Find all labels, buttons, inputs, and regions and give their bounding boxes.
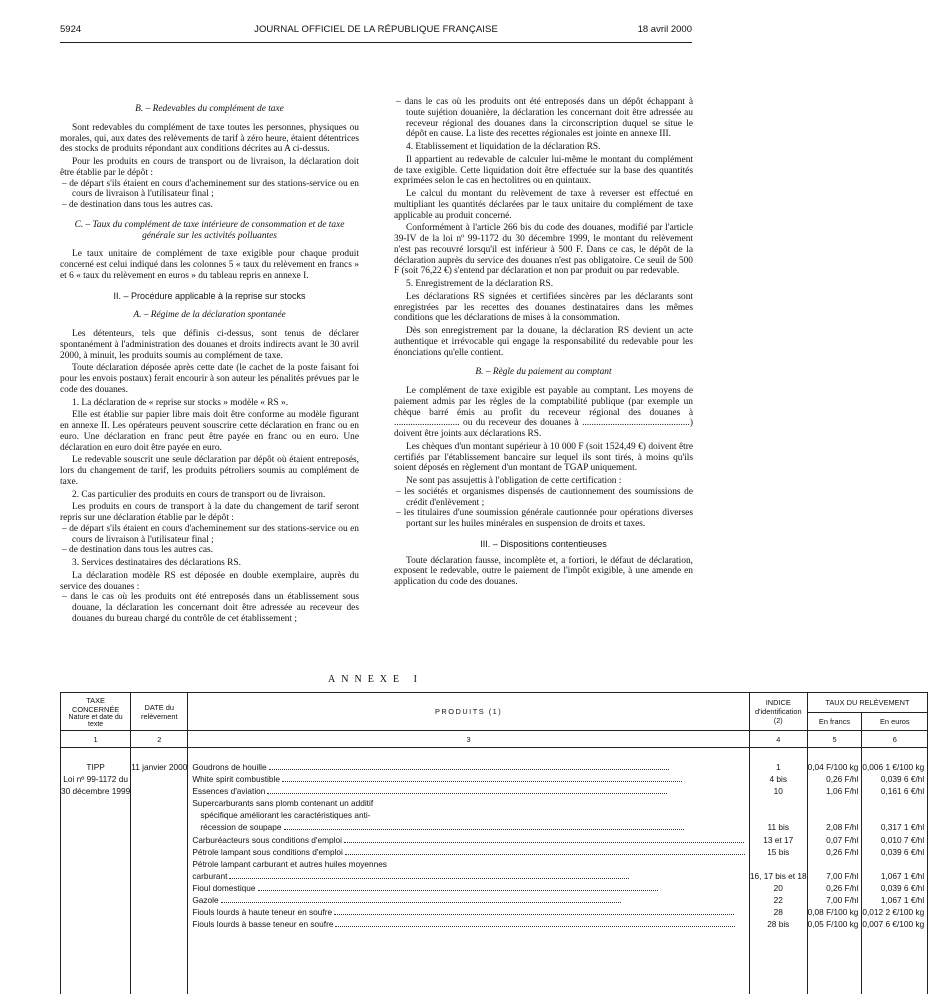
dot-leader — [221, 902, 621, 903]
spacer — [750, 809, 807, 821]
table-row — [61, 748, 928, 994]
section-heading: A. – Régime de la déclaration spontanée — [133, 310, 286, 321]
paragraph: 2. Cas particulier des produits en cours de transport ou de livraison. — [72, 489, 326, 500]
produit-text: carburant — [192, 870, 228, 881]
annexe-title: ANNEXE I — [328, 674, 423, 685]
produit-text: Fioul domestique — [192, 882, 256, 893]
journal-title: JOURNAL OFFICIEL DE LA RÉPUBLIQUE FRANÇAISE — [254, 24, 498, 35]
taxe-line: Loi nº 99-1172 du — [63, 774, 128, 785]
produit-label — [192, 918, 745, 930]
left-column — [60, 95, 359, 625]
th-taux: TAUX DU RELÈVEMENT — [807, 693, 928, 713]
page-number: 5924 — [60, 24, 82, 35]
taxe-cell — [61, 748, 131, 994]
indice-value: 28 bis — [767, 919, 790, 930]
th-taxe-label: TAXE CONCERNÉE — [71, 695, 120, 714]
spacer — [808, 858, 859, 870]
spacer — [862, 797, 924, 809]
euros-value: 0,039 6 €/hl — [880, 774, 925, 785]
produit-text: Pétrole lampant sous conditions d'emploi — [192, 846, 343, 857]
francs-value: 0,07 F/hl — [826, 834, 859, 845]
part-heading: III. – Dispositions contentieuses — [480, 538, 607, 549]
th-euros: En euros — [862, 713, 928, 731]
spacer — [862, 809, 924, 821]
list-item: – de départ s'ils étaient en cours d'acheminement sur des stations-service ou en cours de livraison à l'utilisateur final ; — [62, 523, 359, 545]
col-number: 6 — [862, 731, 928, 748]
dot-leader — [344, 842, 744, 843]
list-item: – dans le cas où les produits ont été entreposés dans un dépôt échappant à toute sujétion douanière, la déclaration les concernant doit être adressée au receveur régional des douanes dans la circonscription duquel se situe le dépôt en cause. La liste des recettes régionales est jointe en annexe III. — [396, 97, 693, 140]
issue-date: 18 avril 2000 — [637, 24, 692, 35]
euros-value: 0,007 6 €/100 kg — [862, 919, 925, 930]
indice-value: 10 — [773, 786, 783, 797]
list-item: – de destination dans tous les autres cas. — [62, 200, 214, 210]
francs-value: 0,04 F/100 kg — [807, 762, 859, 772]
produit-label — [192, 846, 745, 858]
francs-value: 2,08 F/hl — [826, 822, 859, 833]
francs-value: 0,26 F/hl — [826, 774, 859, 785]
paragraph: Sont redevables du complément de taxe toutes les personnes, physiques ou morales, qui, aux dates des relèvements de tarif à zéro heure, étaient détentrices des stocks de produits répondant aux conditions décrites au A ci-dessus. — [60, 122, 359, 155]
spacer — [808, 809, 859, 821]
paragraph: Les chèques d'un montant supérieur à 10 000 F (soit 1524,49 €) doivent être certifiés par l'établissement bancaire sur lequel ils sont tirés, à moins qu'ils soient déposés en règlement d'un montant de TGAP uniquement. — [394, 441, 693, 474]
dot-leader — [335, 926, 735, 927]
paragraph: 5. Enregistrement de la déclaration RS. — [406, 279, 554, 289]
list-item: – de destination dans tous les autres cas. — [62, 545, 214, 556]
taxe-line: TIPP — [86, 762, 105, 772]
produit-text: spécifique améliorant les caractéristiques anti- — [200, 810, 371, 821]
spacer — [750, 797, 807, 809]
produits-cell — [188, 748, 750, 994]
euros-value: 0,317 1 €/hl — [880, 822, 925, 833]
francs-value: 1,06 F/hl — [826, 786, 859, 797]
part-heading: II. – Procédure applicable à la reprise sur stocks — [113, 290, 306, 301]
euros-value: 0,012 2 €/100 kg — [862, 907, 925, 918]
indice-value: 4 bis — [769, 774, 788, 785]
produit-label — [192, 809, 745, 821]
paragraph: Les déclarations RS signées et certifiées sincères par les déclarants sont enregistrées par les recettes des douanes destinataires dans les mêmes conditions que les déclarations de mises à la consommation. — [394, 291, 693, 324]
paragraph: Le complément de taxe exigible est payable au comptant. Les moyens de paiement admis par les règles de la comptabilité publique (par exemple un chèque barré émis au profit du receveur régional des douanes à ............................ ou du receveur des douanes à ..............................................) doivent être joints aux déclarations RS. — [394, 386, 693, 439]
francs-value: 0,26 F/hl — [826, 882, 859, 893]
list-item: – dans le cas où les produits ont été entreposés dans un établissement sous douane, la déclaration les concernant doit être adressée au receveur des douanes du bureau chargé du contrôle de cet établissement ; — [62, 592, 359, 624]
euros-value: 0,039 6 €/hl — [880, 882, 925, 893]
paragraph: 1. La déclaration de « reprise sur stocks » modèle « RS ». — [72, 397, 289, 408]
th-francs: En francs — [807, 713, 862, 731]
paragraph: Toute déclaration fausse, incomplète et, a fortiori, le défaut de déclaration, exposent le redevable, outre le paiement de l'impôt exigible, à une amende en application du code des douanes. — [394, 555, 693, 587]
dot-leader — [258, 890, 658, 891]
indice-value: 1 — [775, 762, 781, 772]
paragraph: Le calcul du montant du relèvement de taxe à reverser est effectué en multipliant les quantités déclarées par le taux unitaire du complément de taxe applicable au produit concerné. — [394, 189, 693, 221]
right-column — [394, 97, 693, 588]
paragraph: Elle est établie sur papier libre mais doit être conforme au modèle figurant en annexe II. Les opérateurs peuvent souscrire cette déclaration en franc ou en euro. Une déclaration en franc peut être payée en franc ou en euro. Une déclaration en euro doit être payée en euro. — [60, 410, 359, 453]
header-rule — [60, 42, 692, 43]
euros-value: 0,010 7 €/hl — [880, 834, 925, 845]
paragraph: Ne sont pas assujettis à l'obligation de cette certification : — [406, 476, 622, 486]
euros-value: 1,067 1 €/hl — [880, 895, 925, 906]
produit-text: Essences d'aviation — [192, 786, 266, 797]
indice-value: 22 — [773, 895, 783, 906]
paragraph: Toute déclaration déposée après cette date (le cachet de la poste faisant foi pour les envois postaux) ferait encourir à son auteur les pénalités prévues par le code des douanes. — [60, 363, 359, 395]
th-taxe — [61, 693, 131, 731]
francs-value: 0,08 F/100 kg — [807, 907, 859, 918]
produit-label — [192, 906, 745, 918]
column-numbers-row — [61, 731, 928, 748]
paragraph: Dès son enregistrement par la douane, la déclaration RS devient un acte authentique et irrévocable qui engage la responsabilité du redevable pour les énonciations qu'elle contient. — [394, 326, 693, 358]
produit-text: Fiouls lourds à basse teneur en soufre — [192, 919, 334, 930]
section-heading: B. – Redevables du complément de taxe — [135, 104, 284, 114]
produit-label — [192, 858, 745, 870]
col-number: 2 — [131, 731, 188, 748]
francs-value: 0,05 F/100 kg — [807, 919, 859, 930]
paragraph: Le taux unitaire de complément de taxe exigible pour chaque produit concerné est celui indiqué dans les colonnes 5 « taux du relèvement en francs » et 6 « taux du relèvement en euros » du tableau repris en annexe I. — [60, 249, 359, 281]
produit-text: Pétrole lampant carburant et autres huiles moyennes — [192, 858, 387, 869]
dot-leader — [267, 793, 667, 794]
produit-label — [192, 821, 745, 833]
spacer — [808, 797, 859, 809]
paragraph: Pour les produits en cours de transport ou de livraison, la déclaration doit être établie par le dépôt : — [60, 157, 359, 178]
paragraph: La déclaration modèle RS est déposée en double exemplaire, auprès du service des douanes : — [60, 570, 359, 592]
spacer — [750, 858, 807, 870]
euros-value: 0,039 6 €/hl — [880, 846, 925, 857]
produit-label — [192, 797, 745, 809]
produit-text: Goudrons de houille — [192, 762, 267, 772]
dot-leader — [269, 769, 669, 770]
indice-value: 16, 17 bis et 18 — [749, 870, 807, 881]
francs-value: 0,26 F/hl — [826, 846, 859, 857]
paragraph: 3. Services destinataires des déclarations RS. — [72, 558, 241, 568]
francs-value: 7,00 F/hl — [826, 870, 859, 881]
produit-label — [192, 785, 745, 797]
euros-value: 1,067 1 €/hl — [880, 870, 925, 881]
annexe-table — [60, 692, 928, 994]
produit-label — [192, 773, 745, 785]
page-header — [60, 24, 692, 38]
francs-cell — [807, 748, 862, 994]
produit-text: Supercarburants sans plomb contenant un additif — [192, 798, 374, 809]
col-number: 3 — [188, 731, 750, 748]
dot-leader — [284, 829, 684, 830]
list-item: – les titulaires d'une soumission générale cautionnée pour opérations diverses portant sur les huiles minérales en suspension de droits et taxes. — [396, 508, 693, 529]
produit-label — [192, 894, 745, 906]
paragraph: Les détenteurs, tels que définis ci-dessus, sont tenus de déclarer spontanément à l'administration des douanes et droits indirects avant le 30 avril 2000, à minuit, les produits soumis au complément de taxe. — [60, 329, 359, 361]
th-date: DATE du relèvement — [131, 693, 188, 731]
produit-text: White spirit combustible — [192, 774, 280, 785]
paragraph: Les produits en cours de transport à la date du changement de tarif seront repris sur une déclaration établie par le dépôt : — [60, 502, 359, 523]
produit-label — [192, 882, 745, 894]
taxe-line: 30 décembre 1999 — [61, 786, 131, 797]
paragraph: 4. Etablissement et liquidation de la déclaration RS. — [406, 142, 601, 152]
paragraph: Il appartient au redevable de calculer lui-même le montant du complément de taxe exigible. Cette liquidation doit être effectuée sur la base des quantités exprimées selon le cas en hectolitres ou en quintaux. — [394, 154, 693, 187]
dot-leader — [345, 854, 745, 855]
th-taxe-sub: Nature et date du texte — [68, 713, 123, 728]
col-number: 1 — [61, 731, 131, 748]
col-number: 5 — [807, 731, 862, 748]
francs-value: 7,00 F/hl — [826, 895, 859, 906]
indice-value: 13 et 17 — [763, 834, 794, 845]
paragraph: Le redevable souscrit une seule déclaration par dépôt où étaient entreposés, lors du changement de tarif, les produits pétroliers soumis au complément de taxe. — [60, 455, 359, 487]
indice-cell — [749, 748, 807, 994]
indice-value: 20 — [773, 882, 783, 893]
section-heading: B. – Règle du paiement au comptant — [475, 367, 612, 378]
dot-leader — [229, 878, 629, 879]
list-item: – les sociétés et organismes dispensés de cautionnement des soumissions de crédit d'enlèvement ; — [396, 486, 693, 508]
col-number: 4 — [749, 731, 807, 748]
indice-value: 11 bis — [767, 822, 790, 833]
th-produits: PRODUITS (1) — [188, 693, 750, 731]
spacer — [862, 858, 924, 870]
produit-text: Carburéacteurs sous conditions d'emploi — [192, 834, 342, 845]
list-item: – de départ s'ils étaient en cours d'acheminement sur des stations-service ou en cours de livraison à l'utilisateur final ; — [62, 178, 359, 200]
indice-value: 28 — [773, 907, 783, 918]
paragraph: Conformément à l'article 266 bis du code des douanes, modifié par l'article 39-IV de la loi nº 99-1172 du 30 décembre 1999, le montant du relèvement n'est pas recouvré lorsqu'il est inférieur à 500 F. Dans ce cas, le dépôt de la déclaration auprès du service des douanes n'est pas obligatoire. Ce seuil de 500 F (soit 76,22 €) s'entend par déclaration et non par produit ou par redevable. — [394, 223, 693, 277]
euros-value: 0,161 6 €/hl — [880, 786, 925, 797]
euros-cell — [862, 748, 928, 994]
produit-text: Gazole — [192, 895, 219, 906]
section-heading: C. – Taux du complément de taxe intérieure de consommation et de taxe générale sur les activités polluantes — [74, 219, 345, 241]
indice-value: 15 bis — [767, 846, 790, 857]
date-cell — [131, 748, 188, 994]
dot-leader — [282, 781, 682, 782]
date-value: 11 janvier 2000 — [131, 762, 188, 772]
produit-text: récession de soupape — [200, 822, 282, 833]
th-indice: INDICE d'identification (2) — [749, 693, 807, 731]
dot-leader — [334, 914, 734, 915]
produit-label — [192, 761, 745, 773]
euros-value: 0,006 1 €/100 kg — [862, 762, 925, 772]
produit-label — [192, 834, 745, 846]
produit-text: Fiouls lourds à haute teneur en soufre — [192, 907, 333, 918]
produit-label — [192, 870, 745, 882]
